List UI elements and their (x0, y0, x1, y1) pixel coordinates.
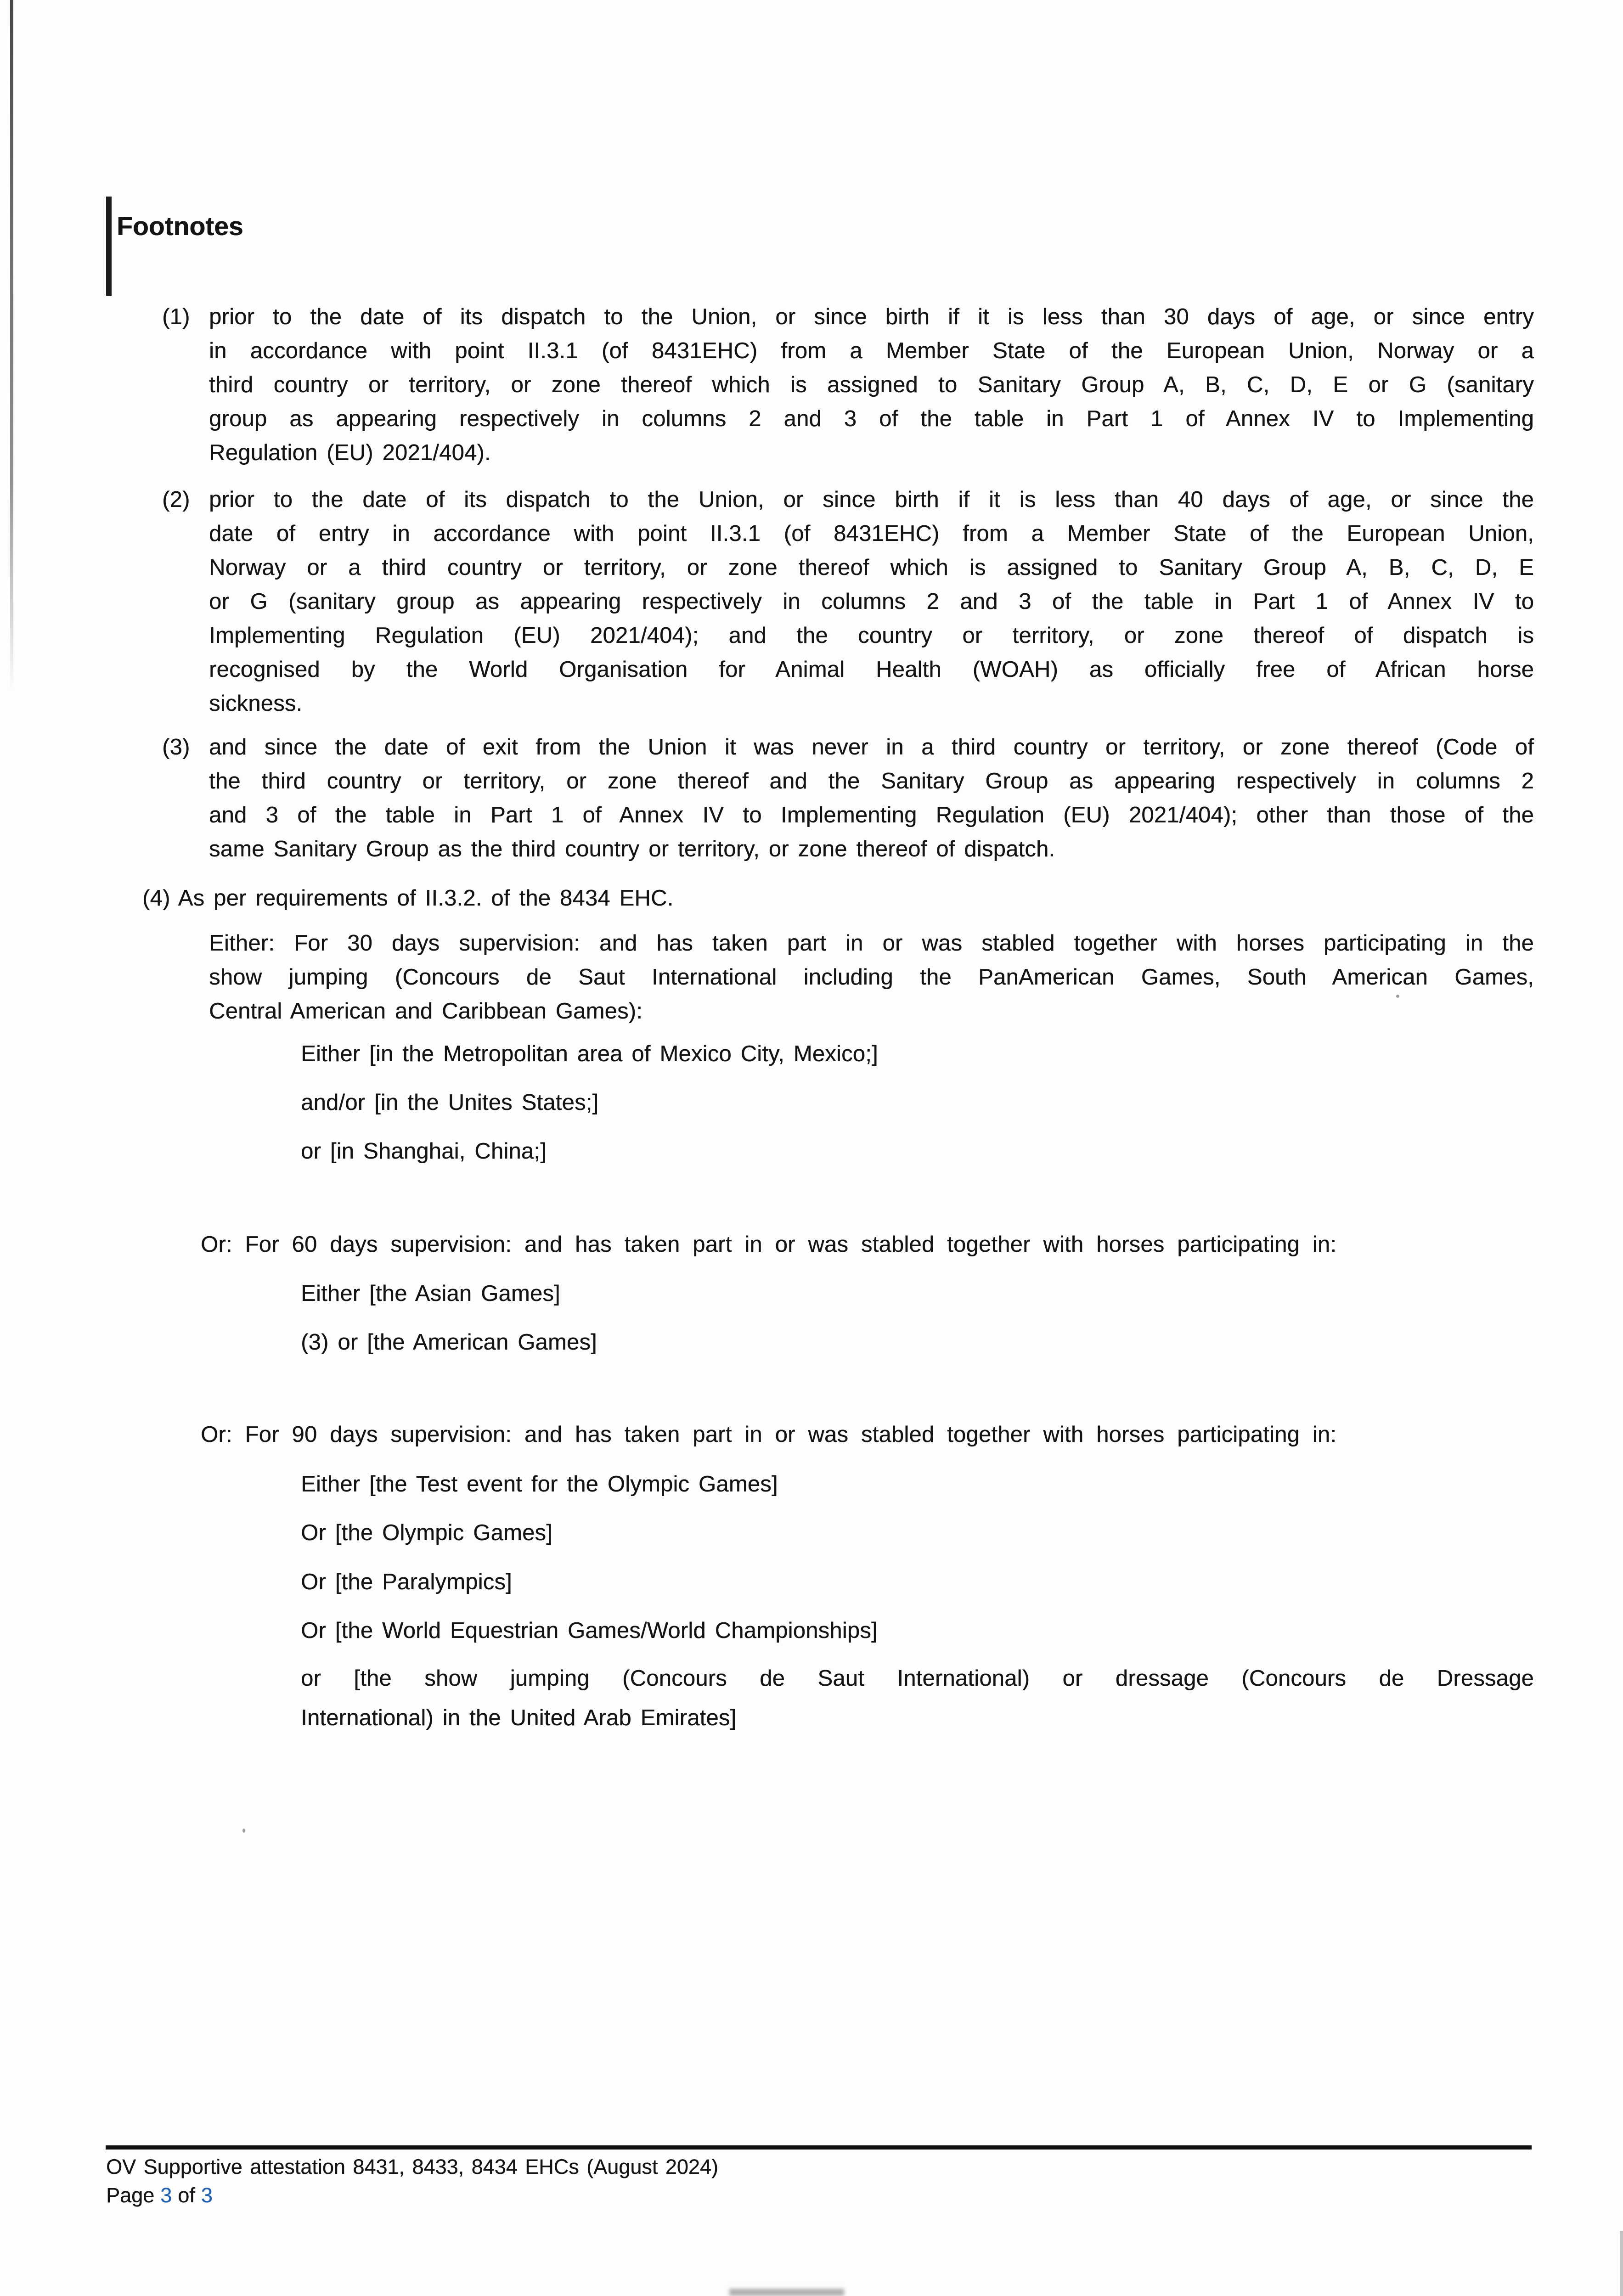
option-uae (301, 1659, 1534, 1738)
option-uae-line: or [the show jumping (Concours de Saut International) or dressage (Concours de Dressage (301, 1666, 1534, 1691)
footnote-3-line: the third country or territory, or zone thereof and the Sanitary Group as appearing respectively in columns 2 (209, 769, 1534, 793)
option-shanghai: or [in Shanghai, China;] (301, 1139, 547, 1164)
option-american-games: (3) or [the American Games] (301, 1330, 597, 1355)
option-asian-games: Either [the Asian Games] (301, 1281, 560, 1306)
footnote-1-line: in accordance with point II.3.1 (of 8431EHC) from a Member State of the European Union, Norway or a (209, 338, 1534, 363)
footnote-1-line: prior to the date of its dispatch to the Union, or since birth if it is less than 30 days of age, or since entry (209, 304, 1534, 329)
supervision-30-line: show jumping (Concours de Saut International including the PanAmerican Games, South American Games, (209, 965, 1534, 990)
footer-page-total: 3 (201, 2183, 213, 2207)
option-paralympics: Or [the Paralympics] (301, 1570, 512, 1594)
footnote-2 (162, 483, 1534, 720)
footnote-3-line: same Sanitary Group as the third country or territory, or zone thereof of dispatch. (209, 837, 1055, 861)
footnote-4 (142, 881, 673, 915)
footer-document-reference: OV Supportive attestation 8431, 8433, 8434 EHCs (August 2024) (106, 2155, 718, 2178)
supervision-60-days: Or: For 60 days supervision: and has taken part in or was stabled together with horses participating in: (201, 1232, 1337, 1257)
option-uae-line: International) in the United Arab Emirates] (301, 1705, 737, 1730)
footnote-2-line: Norway or a third country or territory, or zone thereof which is assigned to Sanitary Group A, B, C, D, E (209, 555, 1534, 580)
footnote-4-number: (4) (142, 886, 170, 911)
page-title: Footnotes (117, 212, 243, 241)
supervision-30-line: Either: For 30 days supervision: and has taken part in or was stabled together with horses participating in the (209, 931, 1534, 956)
supervision-30-line: Central American and Caribbean Games): (209, 999, 642, 1024)
footer-page-indicator (106, 2182, 213, 2209)
footnote-1-line: group as appearing respectively in columns 2 and 3 of the table in Part 1 of Annex IV to Implementing (209, 406, 1534, 431)
footnote-2-line: recognised by the World Organisation for Animal Health (WOAH) as officially free of African horse (209, 657, 1534, 682)
option-mexico: Either [in the Metropolitan area of Mexico City, Mexico;] (301, 1041, 878, 1066)
option-united-states: and/or [in the Unites States;] (301, 1090, 599, 1115)
footnote-1-number: (1) (162, 304, 190, 329)
scan-artifact-bottom-smudge (729, 2289, 844, 2296)
footnote-3 (162, 730, 1534, 866)
footnote-1 (162, 300, 1534, 470)
footnote-4-text: As per requirements of II.3.2. of the 8434 EHC. (178, 886, 674, 911)
footer-divider (106, 2145, 1532, 2150)
footer-page-label: Page (106, 2183, 155, 2207)
option-world-equestrian-games: Or [the World Equestrian Games/World Championships] (301, 1618, 878, 1643)
footnote-1-line: third country or territory, or zone thereof which is assigned to Sanitary Group A, B, C, D, E or G (sanitary (209, 372, 1534, 397)
footnote-3-number: (3) (162, 735, 190, 760)
footnote-2-line: Implementing Regulation (EU) 2021/404); and the country or territory, or zone thereof of dispatch is (209, 623, 1534, 648)
footnote-2-line: or G (sanitary group as appearing respectively in columns 2 and 3 of the table in Part 1 of Annex IV to (209, 589, 1534, 614)
footer-of-label: of (178, 2183, 195, 2207)
footnote-2-number: (2) (162, 487, 190, 512)
supervision-90-days: Or: For 90 days supervision: and has taken part in or was stabled together with horses participating in: (201, 1422, 1337, 1447)
scan-artifact-heading-line (106, 197, 112, 296)
footnote-3-line: and 3 of the table in Part 1 of Annex IV to Implementing Regulation (EU) 2021/404); other than those of the (209, 803, 1534, 827)
supervision-30-days (209, 926, 1534, 1028)
footnote-2-line: prior to the date of its dispatch to the Union, or since birth if it is less than 40 days of age, or since the (209, 487, 1534, 512)
scan-speck (242, 1829, 245, 1833)
option-olympic-games: Or [the Olympic Games] (301, 1520, 552, 1545)
scan-artifact-left-edge (10, 0, 13, 691)
footnote-2-line: sickness. (209, 691, 303, 716)
scan-artifact-right-edge (1620, 2231, 1623, 2296)
footnote-1-line: Regulation (EU) 2021/404). (209, 440, 491, 465)
footnote-3-line: and since the date of exit from the Union it was never in a third country or territory, or zone thereof (Code of (209, 735, 1534, 760)
option-olympic-test-event: Either [the Test event for the Olympic Games] (301, 1472, 778, 1497)
footnote-2-line: date of entry in accordance with point II.3.1 (of 8431EHC) from a Member State of the European Union, (209, 521, 1534, 546)
footer-page-number: 3 (160, 2183, 172, 2207)
